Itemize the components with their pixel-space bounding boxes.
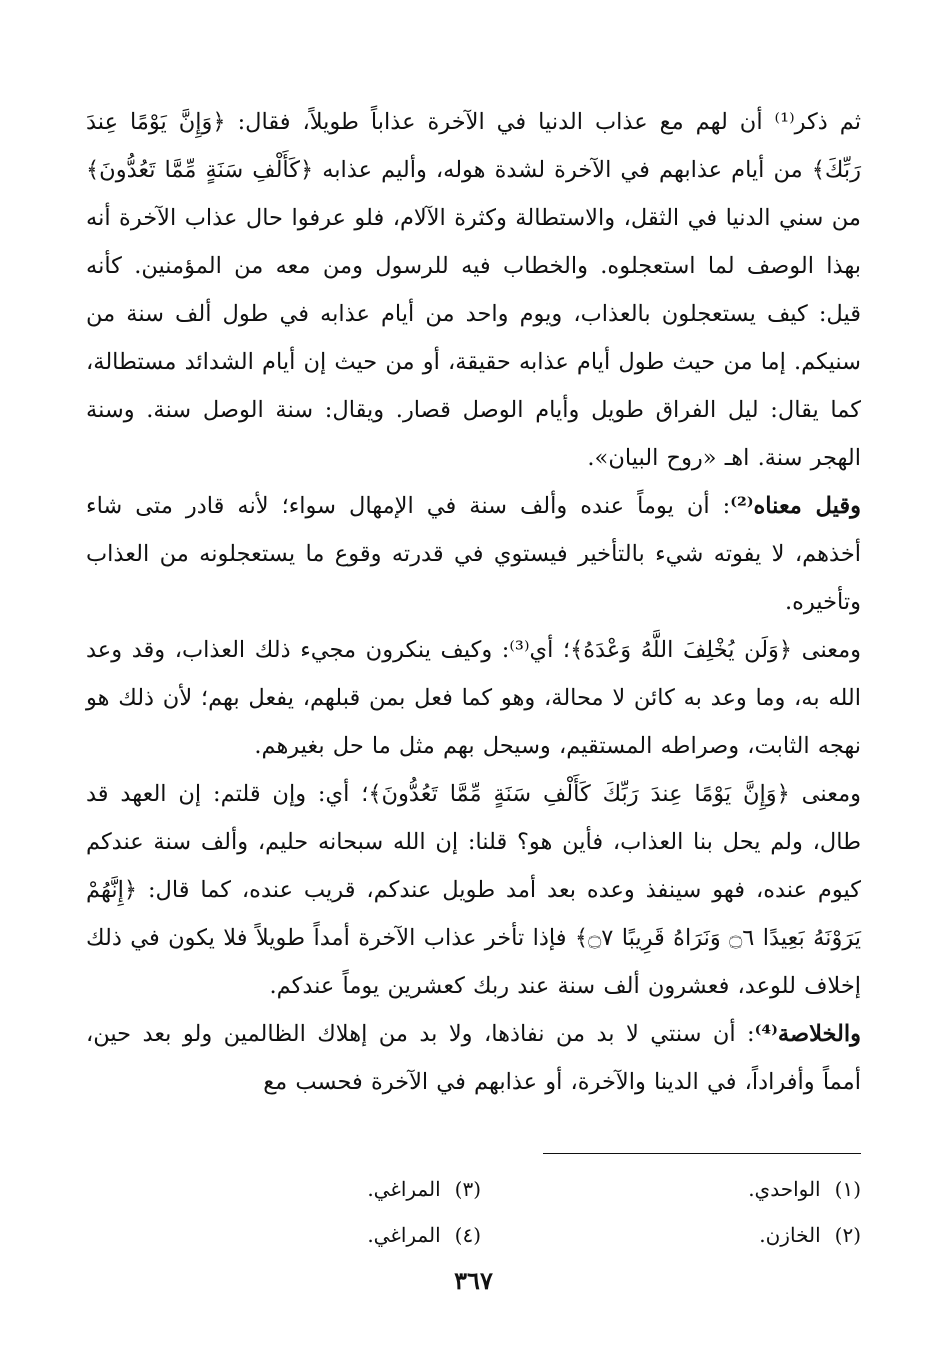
page-number: ٣٦٧ (454, 1266, 493, 1295)
footnote-text: المراغي. (367, 1223, 441, 1247)
paragraph-lead: وقيل معناه⁽²⁾ (730, 493, 861, 519)
paragraph-lead: والخلاصة⁽⁴⁾ (754, 1021, 861, 1047)
footnote-3 (101, 1166, 481, 1212)
footnote-number: (١) (834, 1177, 861, 1201)
footnote-row (86, 1166, 861, 1212)
footnote-number: (٣) (454, 1177, 481, 1201)
footnote-number: (٤) (454, 1223, 481, 1247)
paragraph-body: ومعنى ﴿وَإِنَّ يَوْمًا عِندَ رَبِّكَ كَأَلْفِ سَنَةٍ مِّمَّا تَعُدُّونَ﴾؛ أي: وإن قلتم: إن العهد قد طال، ولم يحل بنا العذاب، فأين هو؟ قلنا: إن الله سبحانه حليم، وألف سنة عندكم كيوم عنده، فهو سينفذ وعده بعد أمد طويل عندكم، قريب عنده، كما قال: ﴿إِنَّهُمْ يَرَوْنَهُ بَعِيدًا ۝٦ وَنَرَاهُ قَرِيبًا ۝٧﴾ فإذا تأخر عذاب الآخرة أمداً طويلاً فلا يكون في ذلك إخلاف للوعد، فعشرون ألف سنة عند ربك كعشرين يوماً عندكم. (86, 781, 861, 999)
paragraph-body: ثم ذكر⁽¹⁾ أن لهم مع عذاب الدنيا في الآخرة عذاباً طويلاً، فقال: ﴿وَإِنَّ يَوْمًا عِندَ رَبِّكَ﴾ من أيام عذابهم في الآخرة لشدة هوله، وأليم عذابه ﴿كَأَلْفِ سَنَةٍ مِّمَّا تَعُدُّونَ﴾ من سني الدنيا في الثقل، والاستطالة وكثرة الآلام، فلو عرفوا حال عذاب الآخرة أنه بهذا الوصف لما استعجلوه. والخطاب فيه للرسول ومن معه من المؤمنين. كأنه قيل: كيف يستعجلون بالعذاب، ويوم واحد من أيام عذابه في طول ألف سنة من سنيكم. إما من حيث طول أيام عذابه حقيقة، أو من حيث إن أيام الشدائد مستطالة، كما يقال: ليل الفراق طويل وأيام الوصل قصار. ويقال: سنة الوصل سنة. وسنة الهجر سنة. اهـ «روح البيان». (86, 109, 861, 471)
paragraph-5 (86, 1010, 861, 1106)
footnote-4 (101, 1212, 481, 1258)
footnote-row (86, 1212, 861, 1258)
paragraph-3 (86, 626, 861, 770)
paragraph-1 (86, 98, 861, 482)
paragraph-4 (86, 770, 861, 1010)
footnote-divider (543, 1153, 861, 1154)
footnote-text: المراغي. (367, 1177, 441, 1201)
footnote-number: (٢) (834, 1223, 861, 1247)
footnote-2 (481, 1212, 861, 1258)
paragraph-body: : أن يوماً عنده وألف سنة في الإمهال سواء؛ لأنه قادر متى شاء أخذهم، لا يفوته شيء بالتأخير فيستوي في قدرته وقوع ما يستعجلونه من العذاب وتأخيره. (86, 493, 861, 615)
paragraph-body: ومعنى ﴿وَلَن يُخْلِفَ اللَّهُ وَعْدَهُ﴾؛ أي⁽³⁾: وكيف ينكرون مجيء ذلك العذاب، وقد وعد الله به، وما وعد به كائن لا محالة، وهو كما فعل بمن قبلهم، يفعل بهم؛ لأن ذلك هو نهجه الثابت، وصراطه المستقيم، وسيحل بهم مثل ما حل بغيرهم. (86, 637, 861, 759)
footnotes (86, 1166, 861, 1258)
footnote-text: الخازن. (759, 1223, 821, 1247)
paragraph-body: : أن سنتي لا بد من نفاذها، ولا بد من إهلاك الظالمين ولو بعد حين، أمماً وأفراداً، في الدينا والآخرة، أو عذابهم في الآخرة فحسب مع (86, 1021, 861, 1095)
footnote-1 (481, 1166, 861, 1212)
footnote-text: الواحدي. (748, 1177, 821, 1201)
paragraph-2 (86, 482, 861, 626)
